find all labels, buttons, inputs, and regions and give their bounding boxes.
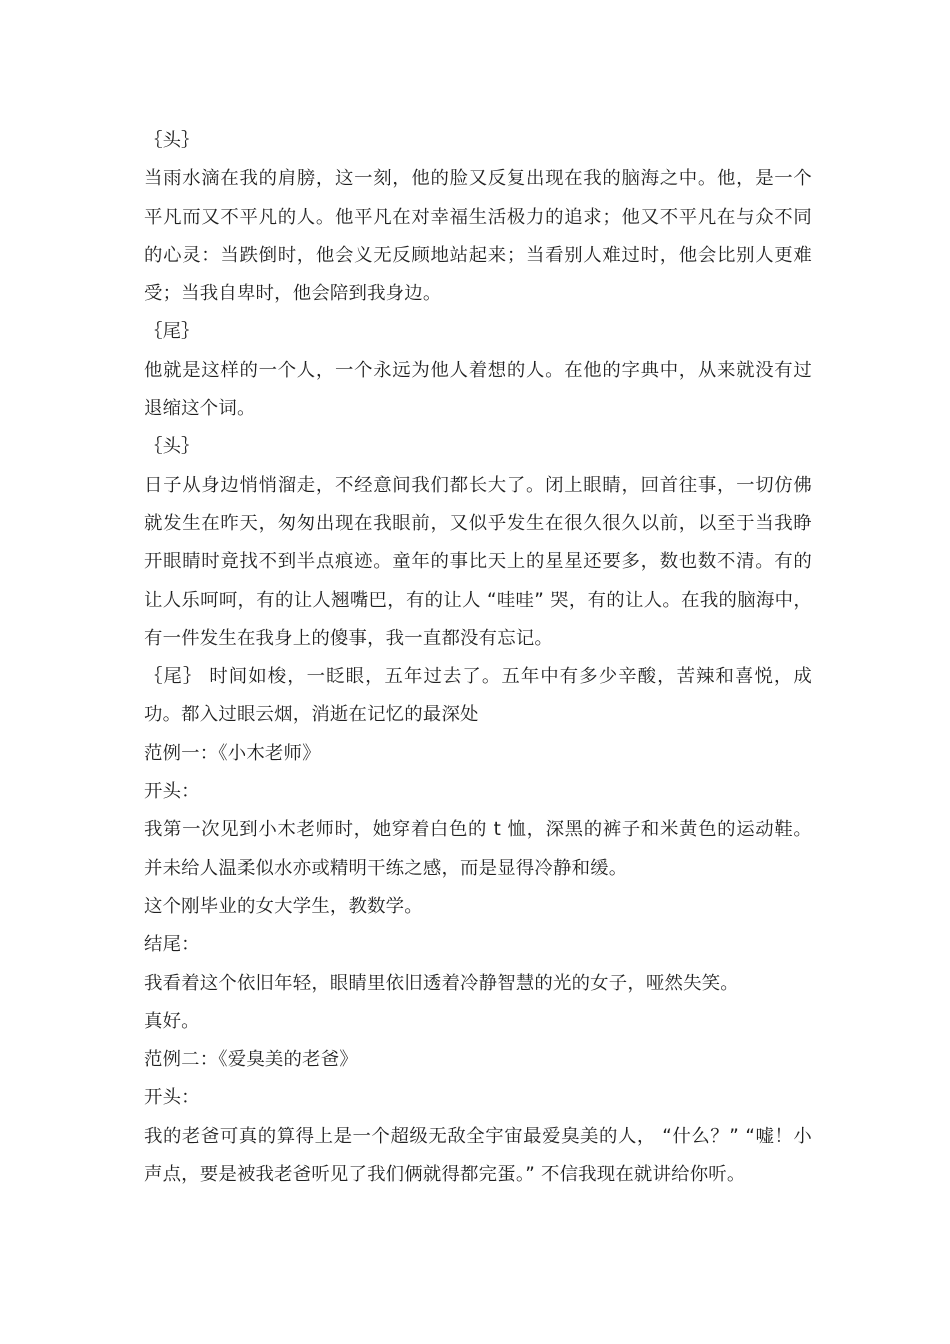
section-marker-tail: ｛尾｝	[144, 321, 200, 343]
opening-label: 开头：	[144, 781, 200, 803]
closing-paragraph: 真好。	[144, 1010, 200, 1032]
closing-paragraph: 我看着这个依旧年轻，眼睛里依旧透着冷静智慧的光的女子，哑然失笑。	[144, 972, 739, 994]
closing-paragraph: ｛尾｝ 时间如梭，一眨眼，五年过去了。五年中有多少辛酸，苦辣和喜悦，成功。都入过眼云烟，消逝在记忆的最深处	[144, 666, 812, 726]
closing-paragraph: 他就是这样的一个人，一个永远为他人着想的人。在他的字典中，从来就没有过退缩这个词。	[144, 359, 812, 420]
example-title: 范例二：《爱臭美的老爸》	[144, 1049, 358, 1071]
section-marker-head: ｛头｝	[144, 130, 200, 151]
opening-paragraph: 日子从身边悄悄溜走，不经意间我们都长大了。闭上眼睛，回首往事，一切仿佛就发生在昨天，匆匆出现在我眼前，又似乎发生在很久很久以前，以至于当我睁开眼睛时竟找不到半点痕迹。童年的事比天上的星星还要多，数也数不清。有的让人乐呵呵，有的让人翘嘴巴，有的让人 “哇哇” 哭，有的让人。在我的脑海中，有一件发生在我身上的傻事，我一直都没有忘记。	[144, 474, 812, 649]
ending-label: 结尾：	[144, 934, 200, 956]
document-body	[144, 122, 812, 1194]
section-marker-head: ｛头｝	[144, 436, 200, 458]
body-paragraph: 这个刚毕业的女大学生，教数学。	[144, 895, 423, 917]
opening-paragraph: 当雨水滴在我的肩膀，这一刻，他的脸又反复出现在我的脑海之中。他，是一个平凡而又不平凡的人。他平凡在对幸福生活极力的追求；他又不平凡在与众不同的心灵：当跌倒时，他会义无反顾地站起来；当看别人难过时，他会比别人更难受；当我自卑时，他会陪到我身边。	[144, 168, 812, 305]
example-title: 范例一：《小木老师》	[144, 742, 321, 764]
opening-paragraph: 我的老爸可真的算得上是一个超级无敌全宇宙最爱臭美的人， “什么？” “嘘！小声点，要是被我老爸听见了我们俩就得都完蛋。” 不信我现在就讲给你听。	[144, 1125, 812, 1186]
opening-label: 开头：	[144, 1087, 200, 1109]
opening-paragraph: 我第一次见到小木老师时，她穿着白色的 t 恤，深黑的裤子和米黄色的运动鞋。并未给人温柔似水亦或精明干练之感，而是显得冷静和缓。	[144, 819, 812, 879]
